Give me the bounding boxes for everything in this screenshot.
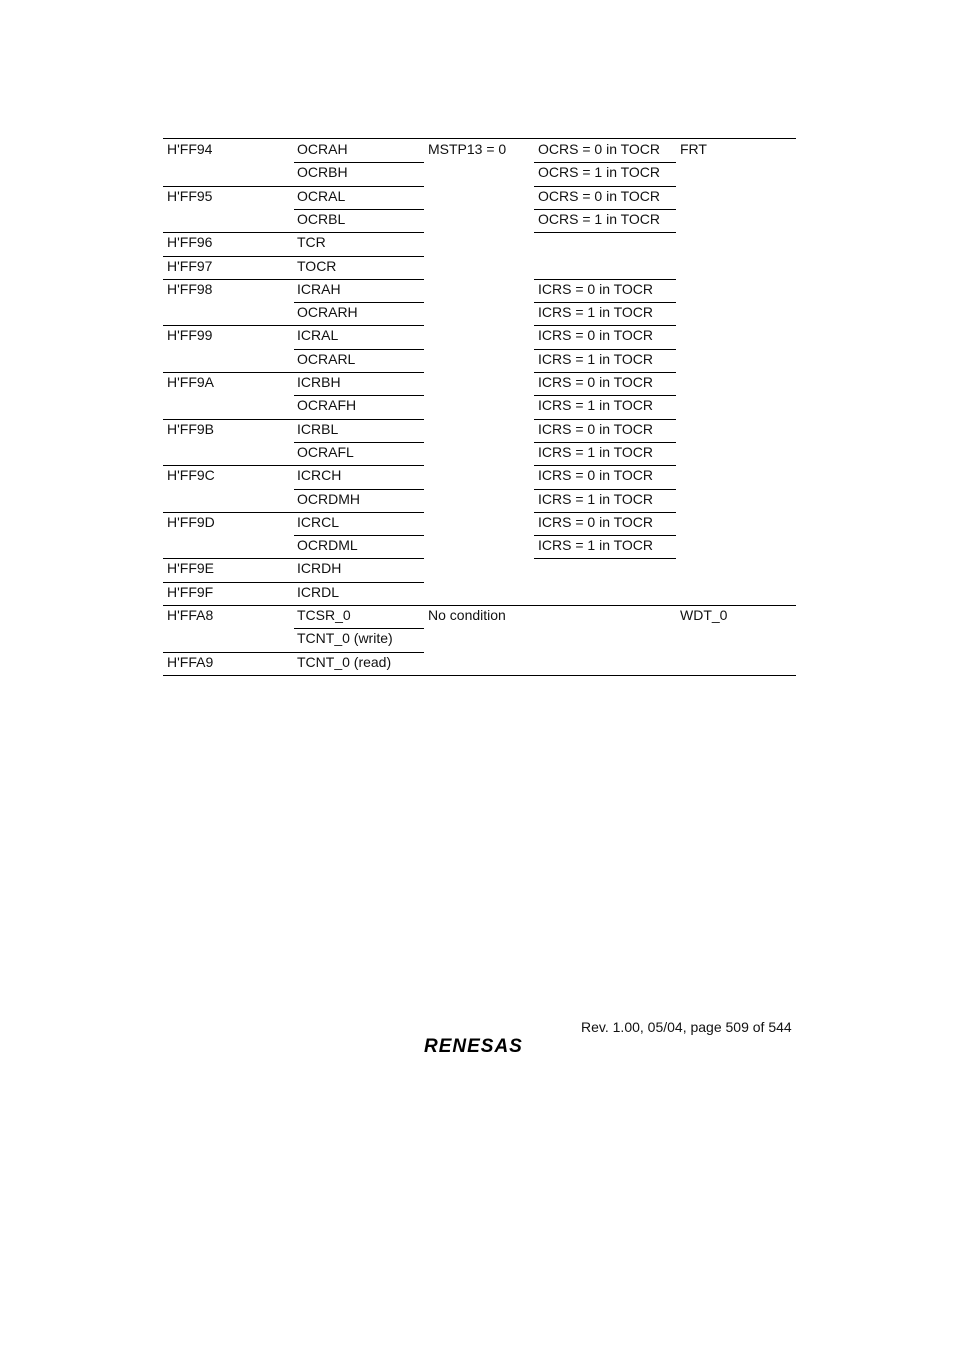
cell-register: ICRDH	[297, 560, 342, 577]
cell-register: ICRAH	[297, 280, 341, 297]
address-rule	[163, 558, 294, 559]
cell-address: H'FF97	[167, 257, 213, 274]
cell-register: TCR	[297, 234, 326, 251]
cell-address: H'FF9E	[167, 560, 215, 577]
cell-register: OCRAL	[297, 187, 346, 204]
cell-register: OCRDML	[297, 537, 358, 554]
register-rule	[294, 372, 424, 373]
cell-condition: No condition	[428, 607, 506, 623]
cell-register: ICRCH	[297, 467, 342, 484]
subcondition-rule	[534, 535, 676, 536]
cell-register: OCRAFL	[297, 443, 354, 460]
subcondition-rule	[534, 325, 676, 326]
address-rule	[163, 372, 294, 373]
table-bottom-rule	[163, 675, 796, 676]
subcondition-rule	[534, 209, 676, 210]
cell-sub-condition: ICRS = 0 in TOCR	[538, 374, 654, 390]
cell-address: H'FFA8	[167, 607, 214, 623]
cell-address: H'FF96	[167, 234, 213, 251]
subcondition-rule	[534, 442, 676, 443]
cell-sub-condition: OCRS = 1 in TOCR	[538, 164, 661, 181]
register-rule	[294, 535, 424, 536]
cell-sub-condition: ICRS = 1 in TOCR	[538, 397, 654, 414]
subcondition-rule	[534, 162, 676, 163]
svg-text:RENESAS: RENESAS	[424, 1036, 523, 1057]
cell-sub-condition: ICRS = 0 in TOCR	[538, 420, 654, 437]
cell-sub-condition: OCRS = 1 in TOCR	[538, 210, 661, 227]
cell-address: H'FF95	[167, 187, 213, 204]
cell-register: OCRARL	[297, 350, 356, 367]
cell-sub-condition: ICRS = 0 in TOCR	[538, 280, 654, 297]
cell-sub-condition: ICRS = 0 in TOCR	[538, 513, 654, 530]
subcondition-rule	[534, 465, 676, 466]
cell-address: H'FF9A	[167, 374, 215, 390]
cell-sub-condition: OCRS = 0 in TOCR	[538, 141, 661, 157]
register-rule	[294, 302, 424, 303]
register-rule	[294, 232, 424, 233]
cell-address: H'FF99	[167, 327, 213, 344]
cell-address: H'FFA9	[167, 653, 214, 670]
cell-register: ICRDL	[297, 583, 340, 600]
cell-address: H'FF9B	[167, 420, 215, 437]
cell-sub-condition: ICRS = 1 in TOCR	[538, 350, 654, 367]
cell-module: WDT_0	[680, 607, 728, 623]
cell-register: OCRAFH	[297, 397, 357, 414]
group-rule	[163, 605, 796, 606]
cell-register: ICRAL	[297, 327, 339, 344]
register-rule	[294, 628, 424, 629]
cell-sub-condition: ICRS = 1 in TOCR	[538, 304, 654, 321]
register-rule	[294, 558, 424, 559]
cell-register: TOCR	[297, 257, 337, 274]
cell-sub-condition: ICRS = 1 in TOCR	[538, 443, 654, 460]
cell-condition: MSTP13 = 0	[428, 141, 507, 157]
cell-register: OCRBH	[297, 164, 348, 181]
cell-sub-condition: ICRS = 0 in TOCR	[538, 327, 654, 344]
cell-address: H'FF9C	[167, 467, 215, 484]
subcondition-rule	[534, 372, 676, 373]
register-rule	[294, 395, 424, 396]
cell-register: ICRBH	[297, 374, 341, 390]
cell-register: OCRDMH	[297, 490, 360, 507]
cell-register: ICRBL	[297, 420, 339, 437]
cell-register: OCRARH	[297, 304, 358, 321]
cell-address: H'FF94	[167, 141, 213, 157]
subcondition-rule	[534, 395, 676, 396]
table-top-rule	[163, 138, 796, 139]
subcondition-rule	[534, 558, 676, 559]
cell-register: ICRCL	[297, 513, 340, 530]
register-rule	[294, 442, 424, 443]
cell-sub-condition: ICRS = 0 in TOCR	[538, 467, 654, 484]
cell-register: OCRBL	[297, 210, 346, 227]
address-rule	[163, 465, 294, 466]
register-rule	[294, 465, 424, 466]
register-rule	[294, 162, 424, 163]
cell-sub-condition: ICRS = 1 in TOCR	[538, 490, 654, 507]
cell-module: FRT	[680, 141, 707, 157]
cell-register: TCNT_0 (write)	[297, 630, 393, 647]
subcondition-rule	[534, 302, 676, 303]
cell-sub-condition: OCRS = 0 in TOCR	[538, 187, 661, 204]
cell-address: H'FF9D	[167, 513, 215, 530]
cell-address: H'FF9F	[167, 583, 214, 600]
cell-register: OCRAH	[297, 141, 348, 157]
page-footer: Rev. 1.00, 05/04, page 509 of 544	[581, 1019, 792, 1035]
renesas-logo	[424, 1035, 542, 1062]
cell-register: TCSR_0	[297, 607, 351, 623]
address-rule	[163, 232, 294, 233]
register-rule	[294, 209, 424, 210]
register-rule	[294, 325, 424, 326]
cell-address: H'FF98	[167, 280, 213, 297]
cell-sub-condition: ICRS = 1 in TOCR	[538, 537, 654, 554]
subcondition-rule	[534, 232, 676, 233]
address-rule	[163, 325, 294, 326]
cell-register: TCNT_0 (read)	[297, 653, 392, 670]
